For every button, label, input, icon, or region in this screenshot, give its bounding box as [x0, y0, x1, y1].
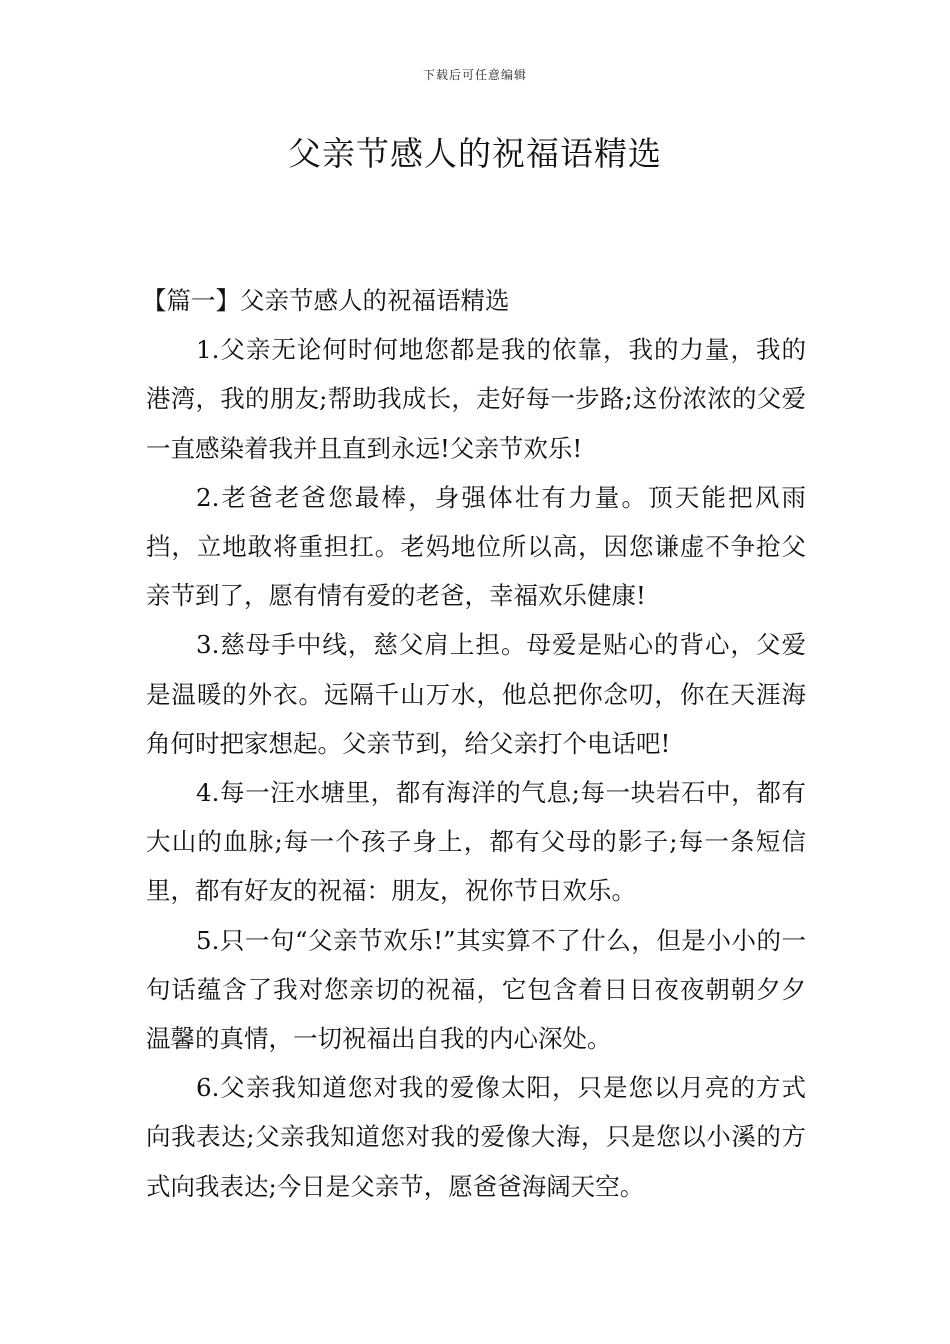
- blessing-item-2: 2.老爸老爸您最棒，身强体壮有力量。顶天能把风雨挡，立地敢将重担扛。老妈地位所以高，因您谦虚不争抢父亲节到了，愿有情有爱的老爸，幸福欢乐健康!: [146, 482, 806, 611]
- blessing-item-4: 4.每一汪水塘里，都有海洋的气息;每一块岩石中，都有大山的血脉;每一个孩子身上，都有父母的影子;每一条短信里，都有好友的祝福：朋友，祝你节日欢乐。: [146, 778, 806, 906]
- section-heading: 【篇一】父亲节感人的祝福语精选: [142, 286, 510, 315]
- blessing-item-3: 3.慈母手中线，慈父肩上担。母爱是贴心的背心，父爱是温暖的外衣。远隔千山万水，他总把你念叨，你在天涯海角何时把家想起。父亲节到，给父亲打个电话吧!: [146, 630, 806, 758]
- blessing-item-6: 6.父亲我知道您对我的爱像太阳，只是您以月亮的方式向我表达;父亲我知道您对我的爱像大海，只是您以小溪的方式向我表达;今日是父亲节，愿爸爸海阔天空。: [146, 1073, 806, 1201]
- header-note: 下载后可任意编辑: [422, 68, 527, 82]
- blessing-item-1: 1.父亲无论何时何地您都是我的依靠，我的力量，我的港湾，我的朋友;帮助我成长，走好每一步路;这份浓浓的父爱一直感染着我并且直到永远!父亲节欢乐!: [146, 335, 806, 463]
- document-body: [142, 276, 806, 1211]
- blessing-item-5: 5.只一句“父亲节欢乐!”其实算不了什么，但是小小的一句话蕴含了我对您亲切的祝福，它包含着日日夜夜朝朝夕夕温馨的真情，一切祝福出自我的内心深处。: [146, 925, 806, 1054]
- document-title: 父亲节感人的祝福语精选: [288, 134, 662, 173]
